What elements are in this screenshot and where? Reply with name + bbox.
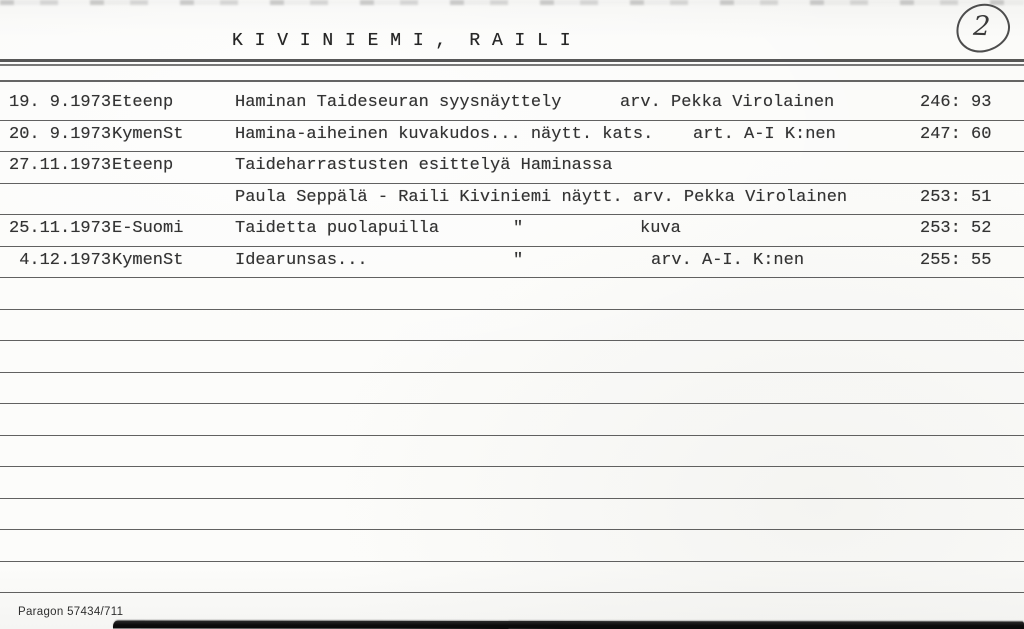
entry-row xyxy=(0,89,1024,121)
scan-artifact-bottom-edge xyxy=(113,621,1024,629)
ruled-line xyxy=(0,341,1024,373)
entry-source: E-Suomi xyxy=(112,219,184,238)
entry-source: KymenSt xyxy=(112,124,184,144)
entry-date: 27.11.1973 xyxy=(9,156,112,175)
entry-text: Haminan Taideseuran syysnäyttely xyxy=(235,93,562,112)
entry-ref: 253: 51 xyxy=(920,187,992,207)
page-number: 2 xyxy=(972,10,992,42)
ruled-line xyxy=(0,499,1024,531)
entry-row xyxy=(0,152,1024,184)
entry-row-continuation xyxy=(0,184,1024,216)
circled-page-number xyxy=(952,0,1014,56)
entry-text: Idearunsas... xyxy=(235,250,368,270)
entry-date: 25.11.1973 xyxy=(9,219,112,238)
entry-ditto: " xyxy=(513,219,524,238)
entry-ref: 255: 55 xyxy=(920,250,992,270)
entry-rows xyxy=(0,89,1024,593)
entry-date: 4.12.1973 xyxy=(9,250,112,270)
footer-imprint: Paragon 57434/711 xyxy=(18,606,124,618)
entry-source: Eteenp xyxy=(112,93,174,112)
header-rule-thin xyxy=(0,64,1024,66)
entry-note: arv. Pekka Virolainen xyxy=(620,93,835,112)
scan-artifact-top-edge xyxy=(0,0,1024,5)
ruled-line xyxy=(0,404,1024,436)
entry-date: 20. 9.1973 xyxy=(9,124,112,144)
entry-ref: 246: 93 xyxy=(920,93,992,112)
entry-ref: 247: 60 xyxy=(920,124,992,144)
ruled-line xyxy=(0,467,1024,499)
page-title: K I V I N I E M I , R A I L I xyxy=(232,31,572,51)
ruled-line xyxy=(0,373,1024,405)
entry-row xyxy=(0,247,1024,279)
entry-row xyxy=(0,215,1024,247)
entry-date: 19. 9.1973 xyxy=(9,93,112,112)
entry-text: Hamina-aiheinen kuvakudos... näytt. kats. xyxy=(235,124,654,144)
header-rule-thick xyxy=(0,59,1024,62)
entry-ref: 253: 52 xyxy=(920,219,992,238)
ruled-line xyxy=(0,530,1024,562)
entry-text: Taideharrastusten esittelyä Haminassa xyxy=(235,156,613,175)
entry-ditto: " xyxy=(513,250,524,270)
entry-source: KymenSt xyxy=(112,250,184,270)
entry-note: arv. A-I. K:nen xyxy=(651,250,805,270)
entry-row xyxy=(0,121,1024,153)
entry-source: Eteenp xyxy=(112,156,174,175)
ruled-line xyxy=(0,310,1024,342)
ruled-line xyxy=(0,562,1024,594)
entry-text: Paula Seppälä - Raili Kiviniemi näytt. arv. Pekka Virolainen xyxy=(235,187,848,207)
ruled-line xyxy=(0,278,1024,310)
entry-note: art. A-I K:nen xyxy=(693,124,836,144)
entry-text: Taidetta puolapuilla xyxy=(235,219,440,238)
ruled-line xyxy=(0,436,1024,468)
entry-note: kuva xyxy=(640,219,681,238)
header-rule-second xyxy=(0,80,1024,82)
